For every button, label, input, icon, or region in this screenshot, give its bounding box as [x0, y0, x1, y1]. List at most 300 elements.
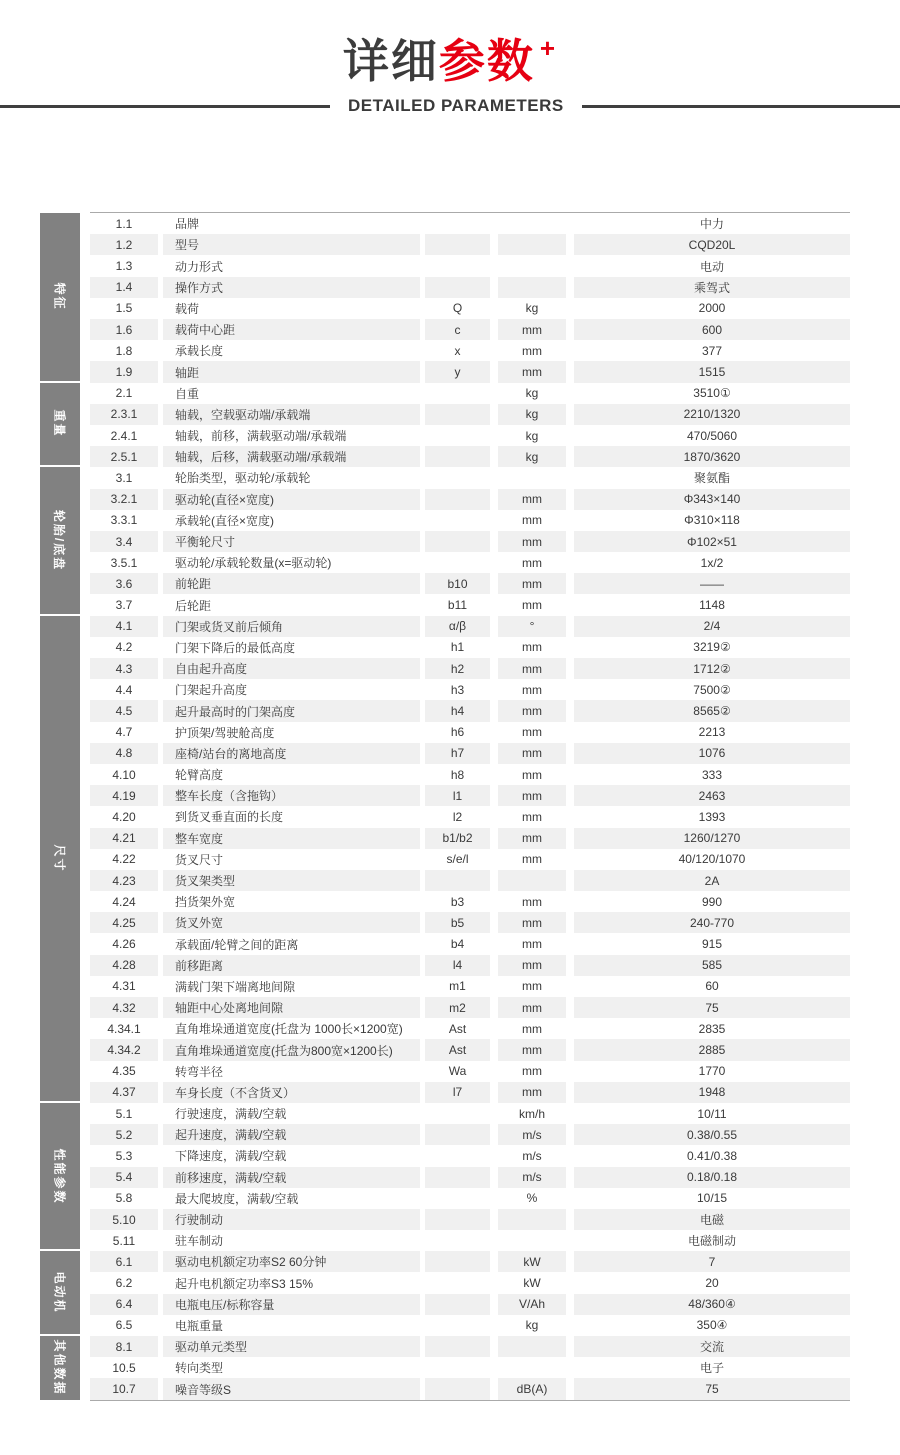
row-symbol: l7 [425, 1082, 490, 1103]
row-value: Φ343×140 [574, 489, 850, 510]
table-row [90, 1315, 850, 1336]
row-unit: mm [522, 1021, 542, 1036]
row-no: 2.4.1 [110, 428, 138, 443]
row-value: 0.38/0.55 [574, 1124, 850, 1145]
row-symbol: l1 [425, 785, 490, 806]
table-row [90, 849, 850, 870]
section-rows [90, 383, 850, 468]
section-label: 特征 [52, 282, 67, 311]
row-value: 915 [701, 937, 723, 952]
table-row [90, 1251, 850, 1272]
row-value: Φ102×51 [574, 531, 850, 552]
row-no: 1.6 [90, 319, 158, 340]
table-row [90, 1167, 850, 1188]
row-symbol [425, 1251, 490, 1272]
table-row [90, 1039, 850, 1060]
table-row [90, 828, 850, 849]
table-row [90, 255, 850, 276]
row-value: 2835 [698, 1021, 726, 1036]
row-no: 3.6 [90, 573, 158, 594]
row-no: 4.22 [112, 852, 136, 867]
row-no: 4.32 [90, 997, 158, 1018]
row-unit: mm [522, 513, 542, 528]
row-symbol [425, 870, 490, 891]
row-no: 6.5 [115, 1318, 133, 1333]
row-desc: 前移速度，满载/空载 [163, 1167, 420, 1188]
table-row [90, 277, 850, 298]
row-unit: kg [525, 428, 539, 443]
row-unit: ° [498, 616, 566, 637]
row-symbol: l2 [452, 809, 463, 824]
row-value: 585 [574, 955, 850, 976]
row-value: 7500② [693, 682, 731, 697]
row-unit: mm [522, 1064, 542, 1079]
title-accent: 参数 [438, 35, 535, 87]
table-row [90, 1272, 850, 1293]
table-row [90, 1294, 850, 1315]
row-desc: 轴距中心处离地间隙 [163, 997, 420, 1018]
row-desc: 前移距离 [163, 955, 420, 976]
table-row [90, 594, 850, 615]
row-symbol [425, 1167, 490, 1188]
section-rows [90, 1103, 850, 1251]
row-symbol: h7 [425, 743, 490, 764]
row-no: 4.7 [115, 725, 133, 740]
row-no: 4.4 [115, 682, 133, 697]
row-value: 48/360④ [574, 1294, 850, 1315]
table-row [90, 552, 850, 573]
row-value: 聚氨酯 [693, 471, 730, 486]
row-value: 0.18/0.18 [574, 1167, 850, 1188]
row-symbol: h3 [450, 682, 465, 697]
row-value: 2/4 [574, 616, 850, 637]
row-no: 4.8 [90, 743, 158, 764]
row-no: 4.3 [90, 658, 158, 679]
row-value: 1515 [574, 361, 850, 382]
row-unit: mm [498, 319, 566, 340]
row-symbol [425, 234, 490, 255]
row-desc: 型号 [163, 234, 420, 255]
row-desc: 直角堆垛通道宽度(托盘为800宽×1200长) [163, 1039, 420, 1060]
row-symbol [425, 446, 490, 467]
row-desc: 转向类型 [175, 1361, 224, 1376]
row-desc: 门架起升高度 [175, 683, 248, 698]
row-unit: mm [498, 912, 566, 933]
row-value: 10/11 [697, 1106, 727, 1121]
row-no: 4.24 [112, 894, 136, 909]
row-no: 10.7 [90, 1378, 158, 1399]
row-no: 1.8 [115, 343, 133, 358]
row-value: 40/120/1070 [678, 852, 746, 867]
row-symbol [425, 1230, 490, 1251]
row-value: 中力 [699, 217, 724, 232]
row-symbol [425, 1124, 490, 1145]
row-desc: 起升最高时的门架高度 [163, 700, 420, 721]
table-row [90, 531, 850, 552]
row-no: 5.2 [90, 1124, 158, 1145]
row-symbol: m2 [425, 997, 490, 1018]
row-desc: 轴载，前移，满载驱动端/承载端 [175, 429, 347, 444]
row-symbol [425, 1103, 490, 1124]
row-unit: mm [498, 743, 566, 764]
row-unit: mm [522, 598, 542, 613]
row-no: 5.1 [115, 1106, 133, 1121]
section-rows [90, 616, 850, 1103]
row-no: 6.4 [90, 1294, 158, 1315]
row-desc: 货叉外宽 [163, 912, 420, 933]
row-desc: 驱动轮(直径×宽度) [163, 489, 420, 510]
row-unit: kg [525, 301, 539, 316]
table-row [90, 743, 850, 764]
row-unit: mm [498, 828, 566, 849]
table-row [90, 785, 850, 806]
row-unit: dB(A) [498, 1378, 566, 1399]
row-value: 乘驾式 [574, 277, 850, 298]
table-row [90, 891, 850, 912]
row-unit: kg [498, 446, 566, 467]
row-desc: 起升电机额定功率S3 15% [175, 1276, 314, 1291]
row-value: 1770 [698, 1064, 726, 1079]
row-unit: mm [522, 725, 542, 740]
row-desc: 轮胎类型，驱动轮/承载轮 [175, 471, 311, 486]
row-no: 4.20 [112, 809, 136, 824]
row-unit: m/s [498, 1124, 566, 1145]
row-no: 6.1 [90, 1251, 158, 1272]
row-symbol [425, 404, 490, 425]
row-value: 电磁制动 [687, 1234, 736, 1249]
row-unit: mm [522, 767, 542, 782]
table-row [90, 679, 850, 700]
row-unit: mm [498, 700, 566, 721]
row-value: 7 [574, 1251, 850, 1272]
row-value: 60 [705, 979, 719, 994]
row-unit: mm [522, 894, 542, 909]
row-no: 4.25 [90, 912, 158, 933]
row-unit [498, 255, 566, 276]
row-no: 4.19 [90, 785, 158, 806]
row-desc: 载荷 [175, 301, 200, 316]
row-no: 3.7 [115, 598, 133, 613]
row-symbol [425, 531, 490, 552]
row-desc: 承载轮(直径×宽度) [175, 513, 275, 528]
row-symbol: h4 [425, 700, 490, 721]
row-unit: km/h [518, 1106, 545, 1121]
row-symbol: y [425, 361, 490, 382]
row-desc: 门架下降后的最低高度 [175, 640, 296, 655]
row-no: 4.21 [90, 828, 158, 849]
row-desc: 驱动轮/承载轮数量(x=驱动轮) [175, 556, 332, 571]
table-row [90, 467, 850, 488]
row-value: 1870/3620 [574, 446, 850, 467]
spec-section [40, 213, 850, 383]
subtitle-rule-right [582, 105, 900, 108]
table-row [90, 1124, 850, 1145]
row-desc: 驱动单元类型 [163, 1336, 420, 1357]
row-value: 3510① [693, 386, 731, 401]
row-desc: 到货叉垂直面的长度 [175, 810, 284, 825]
section-label: 其他数据 [52, 1339, 67, 1396]
row-value: 3219② [693, 640, 731, 655]
row-symbol: α/β [425, 616, 490, 637]
row-no: 2.1 [115, 386, 133, 401]
row-value: 交流 [574, 1336, 850, 1357]
section-label-cell [40, 1336, 80, 1400]
row-symbol: b11 [447, 598, 468, 613]
row-unit: kg [498, 404, 566, 425]
row-symbol [425, 383, 490, 404]
row-no: 1.5 [115, 301, 133, 316]
row-symbol [425, 552, 490, 573]
row-no: 8.1 [90, 1336, 158, 1357]
row-value: 1948 [574, 1082, 850, 1103]
row-unit: mm [498, 531, 566, 552]
row-value: 电动 [699, 259, 724, 274]
row-symbol: b1/b2 [425, 828, 490, 849]
row-symbol [425, 510, 490, 531]
table-row [90, 489, 850, 510]
row-desc: 起升速度，满载/空载 [163, 1124, 420, 1145]
row-value: 2A [574, 870, 850, 891]
row-unit: mm [522, 640, 542, 655]
row-no: 2.5.1 [90, 446, 158, 467]
row-symbol: Ast [425, 1039, 490, 1060]
row-unit: mm [498, 658, 566, 679]
row-value: 0.41/0.38 [686, 1148, 738, 1163]
row-desc: 下降速度，满载/空载 [175, 1149, 287, 1164]
table-row [90, 1061, 850, 1082]
table-row [90, 976, 850, 997]
table-row [90, 870, 850, 891]
row-no: 5.11 [112, 1233, 136, 1248]
row-desc: 轴距 [163, 361, 420, 382]
row-unit: mm [498, 573, 566, 594]
table-row [90, 722, 850, 743]
row-unit: mm [498, 1039, 566, 1060]
row-no: 3.5.1 [110, 555, 138, 570]
row-desc: 护顶架/驾驶舱高度 [175, 725, 275, 740]
spec-section [40, 383, 850, 468]
row-unit: mm [498, 1082, 566, 1103]
row-value: 470/5060 [686, 428, 738, 443]
row-no: 4.1 [90, 616, 158, 637]
section-rows [90, 213, 850, 383]
row-no: 3.1 [115, 470, 133, 485]
table-row [90, 700, 850, 721]
row-symbol: c [425, 319, 490, 340]
row-no: 4.37 [90, 1082, 158, 1103]
spec-section [40, 1336, 850, 1400]
table-row [90, 764, 850, 785]
row-unit [498, 213, 566, 234]
row-desc: 转弯半径 [175, 1064, 224, 1079]
row-unit: kW [523, 1276, 541, 1291]
row-value: 1260/1270 [574, 828, 850, 849]
row-value: 10/15 [696, 1191, 728, 1206]
table-row [90, 510, 850, 531]
row-no: 6.2 [115, 1276, 133, 1291]
row-desc: 前轮距 [163, 573, 420, 594]
row-symbol: b5 [425, 912, 490, 933]
section-rows [90, 1251, 850, 1336]
row-value: Φ310×118 [684, 513, 740, 528]
row-value: 20 [705, 1276, 719, 1291]
row-desc: 行驶制动 [163, 1209, 420, 1230]
row-symbol: Ast [448, 1021, 467, 1036]
row-unit [498, 277, 566, 298]
row-unit: kW [498, 1251, 566, 1272]
section-label-cell [40, 213, 80, 383]
row-no: 2.3.1 [90, 404, 158, 425]
spec-table [40, 212, 850, 1401]
row-desc: 自由起升高度 [163, 658, 420, 679]
row-value: 2210/1320 [574, 404, 850, 425]
row-symbol: Wa [448, 1064, 467, 1079]
table-row [90, 997, 850, 1018]
table-row [90, 298, 850, 319]
row-unit: mm [498, 489, 566, 510]
row-symbol: b4 [450, 937, 465, 952]
row-value: 1148 [699, 598, 725, 613]
row-no: 4.5 [90, 700, 158, 721]
row-desc: 电瓶重量 [175, 1318, 224, 1333]
row-desc: 满载门架下端离地间隙 [175, 979, 296, 994]
row-symbol [425, 255, 490, 276]
table-row [90, 446, 850, 467]
row-no: 3.2.1 [90, 489, 158, 510]
section-label-cell [40, 467, 80, 615]
section-label: 重量 [52, 409, 67, 438]
table-row [90, 234, 850, 255]
spec-sections [40, 213, 850, 1400]
row-unit: kg [525, 386, 539, 401]
row-symbol [425, 1315, 490, 1336]
row-desc: 货叉尺寸 [175, 852, 224, 867]
row-desc: 座椅/站台的离地高度 [163, 743, 420, 764]
subtitle-row [0, 96, 900, 116]
table-bottom-border [90, 1400, 850, 1401]
table-row [90, 1230, 850, 1251]
row-no: 4.23 [90, 870, 158, 891]
row-value: 2000 [698, 301, 726, 316]
page-subtitle: DETAILED PARAMETERS [348, 96, 564, 116]
row-no: 1.9 [90, 361, 158, 382]
table-row [90, 404, 850, 425]
table-row [90, 383, 850, 404]
row-symbol [425, 213, 490, 234]
row-symbol [425, 1209, 490, 1230]
table-row [90, 425, 850, 446]
row-no: 1.3 [115, 259, 133, 274]
row-value: 75 [574, 1378, 850, 1399]
row-unit: V/Ah [498, 1294, 566, 1315]
row-desc: 轮臂高度 [175, 768, 224, 783]
row-no: 4.31 [112, 979, 136, 994]
row-desc: 驻车制动 [175, 1234, 224, 1249]
row-value: 990 [701, 894, 723, 909]
row-unit: m/s [498, 1167, 566, 1188]
table-row [90, 1145, 850, 1166]
row-desc: 噪音等级S [163, 1378, 420, 1399]
row-value: 1x/2 [700, 555, 724, 570]
page-header [0, 0, 900, 116]
table-row [90, 1209, 850, 1230]
row-unit [498, 1230, 566, 1251]
row-no: 1.4 [90, 277, 158, 298]
spec-section [40, 467, 850, 615]
row-value: —— [574, 573, 850, 594]
table-row [90, 1357, 850, 1378]
row-value: 377 [701, 343, 723, 358]
table-row [90, 1103, 850, 1124]
page-title [0, 30, 900, 92]
row-desc: 轴载，空载驱动端/承载端 [163, 404, 420, 425]
row-desc: 最大爬坡度，满载/空载 [175, 1191, 299, 1206]
row-symbol [425, 1294, 490, 1315]
row-desc: 整车宽度 [163, 828, 420, 849]
row-desc: 直角堆垛通道宽度(托盘为 1000长×1200宽) [175, 1022, 403, 1037]
table-row [90, 1336, 850, 1357]
row-desc: 承载长度 [175, 344, 224, 359]
row-symbol [425, 1272, 490, 1293]
row-unit [498, 1209, 566, 1230]
table-row [90, 1018, 850, 1039]
title-primary: 详细 [342, 35, 439, 87]
row-value: CQD20L [574, 234, 850, 255]
row-value: 240-770 [574, 912, 850, 933]
table-row [90, 912, 850, 933]
table-row [90, 361, 850, 382]
row-no: 4.26 [112, 937, 136, 952]
row-symbol: h8 [450, 767, 465, 782]
row-symbol [425, 1188, 490, 1209]
row-unit: mm [498, 785, 566, 806]
row-unit [498, 234, 566, 255]
spec-section [40, 1103, 850, 1251]
row-no: 4.28 [90, 955, 158, 976]
row-unit [498, 467, 566, 488]
row-no: 3.4 [90, 531, 158, 552]
row-desc: 门架或货叉前后倾角 [163, 616, 420, 637]
row-symbol: m1 [449, 979, 466, 994]
row-no: 1.2 [90, 234, 158, 255]
row-unit: mm [522, 852, 542, 867]
row-desc: 操作方式 [163, 277, 420, 298]
row-symbol: l4 [425, 955, 490, 976]
spec-section [40, 1251, 850, 1336]
section-label: 电动机 [52, 1271, 67, 1314]
table-row [90, 658, 850, 679]
row-desc: 电瓶电压/标称容量 [163, 1294, 420, 1315]
row-symbol: x [454, 343, 461, 358]
table-row [90, 573, 850, 594]
row-desc: 载荷中心距 [163, 319, 420, 340]
row-unit [498, 870, 566, 891]
table-row [90, 319, 850, 340]
row-desc: 动力形式 [175, 259, 224, 274]
row-symbol [425, 489, 490, 510]
row-desc: 行驶速度，满载/空载 [175, 1107, 287, 1122]
row-desc: 平衡轮尺寸 [163, 531, 420, 552]
row-no: 3.3.1 [110, 513, 138, 528]
row-value: 1712② [574, 658, 850, 679]
table-row [90, 213, 850, 234]
row-unit: mm [522, 343, 542, 358]
plus-icon: + [539, 33, 558, 63]
row-no: 4.35 [112, 1064, 136, 1079]
row-value: 600 [574, 319, 850, 340]
section-label-cell [40, 1251, 80, 1336]
section-rows [90, 1336, 850, 1400]
